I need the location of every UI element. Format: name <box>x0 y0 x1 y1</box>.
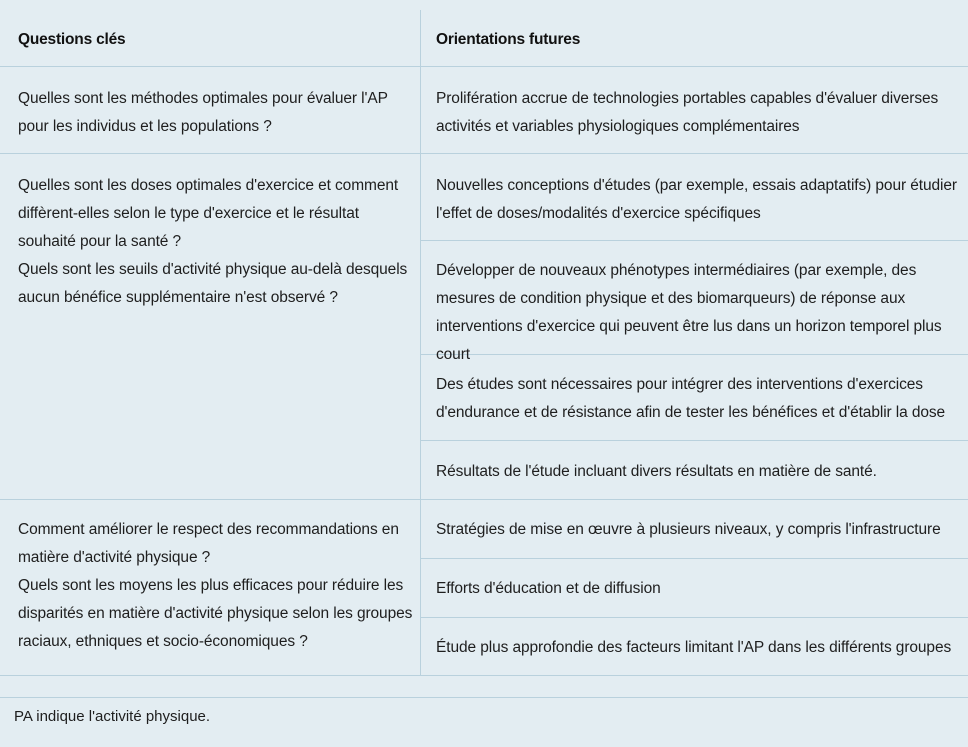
question-text: Quelles sont les méthodes optimales pour évaluer l'AP pour les individus et les populations ? <box>18 90 388 135</box>
header-questions: Questions clés <box>18 31 126 48</box>
row-rule <box>0 153 968 154</box>
row-rule <box>421 558 968 559</box>
question-text: Quelles sont les doses optimales d'exercice et comment diffèrent-elles selon le type d'exercice et le résultat souhaité pour la santé ? <box>18 177 399 250</box>
question-text: Comment améliorer le respect des recommandations en matière d'activité physique ? <box>18 521 399 566</box>
table-footnote: PA indique l'activité physique. <box>14 708 211 725</box>
header-rule <box>0 66 968 67</box>
column-divider <box>420 10 421 675</box>
question-text: Quels sont les moyens les plus efficaces pour réduire les disparités en matière d'activité physique selon les groupes raciaux, ethniques et socio-économiques ? <box>18 577 413 650</box>
footnote-rule <box>0 697 968 698</box>
question-text: Quels sont les seuils d'activité physique au-delà desquels aucun bénéfice supplémentaire n'est observé ? <box>18 261 408 306</box>
question-cell <box>18 85 414 141</box>
row-rule <box>421 240 968 241</box>
row-rule <box>0 499 968 500</box>
question-cell <box>18 516 414 656</box>
row-rule <box>421 440 968 441</box>
orientation-cell: Des études sont nécessaires pour intégrer des interventions d'exercices d'endurance et de résistance afin de tester les bénéfices et d'établir la dose <box>436 376 946 421</box>
header-orientations: Orientations futures <box>436 31 581 48</box>
orientation-cell: Efforts d'éducation et de diffusion <box>436 580 661 597</box>
orientation-cell: Développer de nouveaux phénotypes intermédiaires (par exemple, des mesures de condition physique et des biomarqueurs) de réponse aux interventions d'exercice qui peuvent être lus dans un horizon temporel plus court <box>436 262 942 363</box>
orientation-cell: Prolifération accrue de technologies portables capables d'évaluer diverses activités et variables physiologiques complémentaires <box>436 90 939 135</box>
row-rule <box>421 617 968 618</box>
orientation-cell: Nouvelles conceptions d'études (par exemple, essais adaptatifs) pour étudier l'effet de doses/modalités d'exercice spécifiques <box>436 177 957 222</box>
orientation-cell: Stratégies de mise en œuvre à plusieurs niveaux, y compris l'infrastructure <box>436 521 941 538</box>
orientation-cell: Étude plus approfondie des facteurs limitant l'AP dans les différents groupes <box>436 639 952 656</box>
orientation-cell: Résultats de l'étude incluant divers résultats en matière de santé. <box>436 463 877 480</box>
table-bottom-rule <box>0 675 968 676</box>
question-cell <box>18 172 414 312</box>
